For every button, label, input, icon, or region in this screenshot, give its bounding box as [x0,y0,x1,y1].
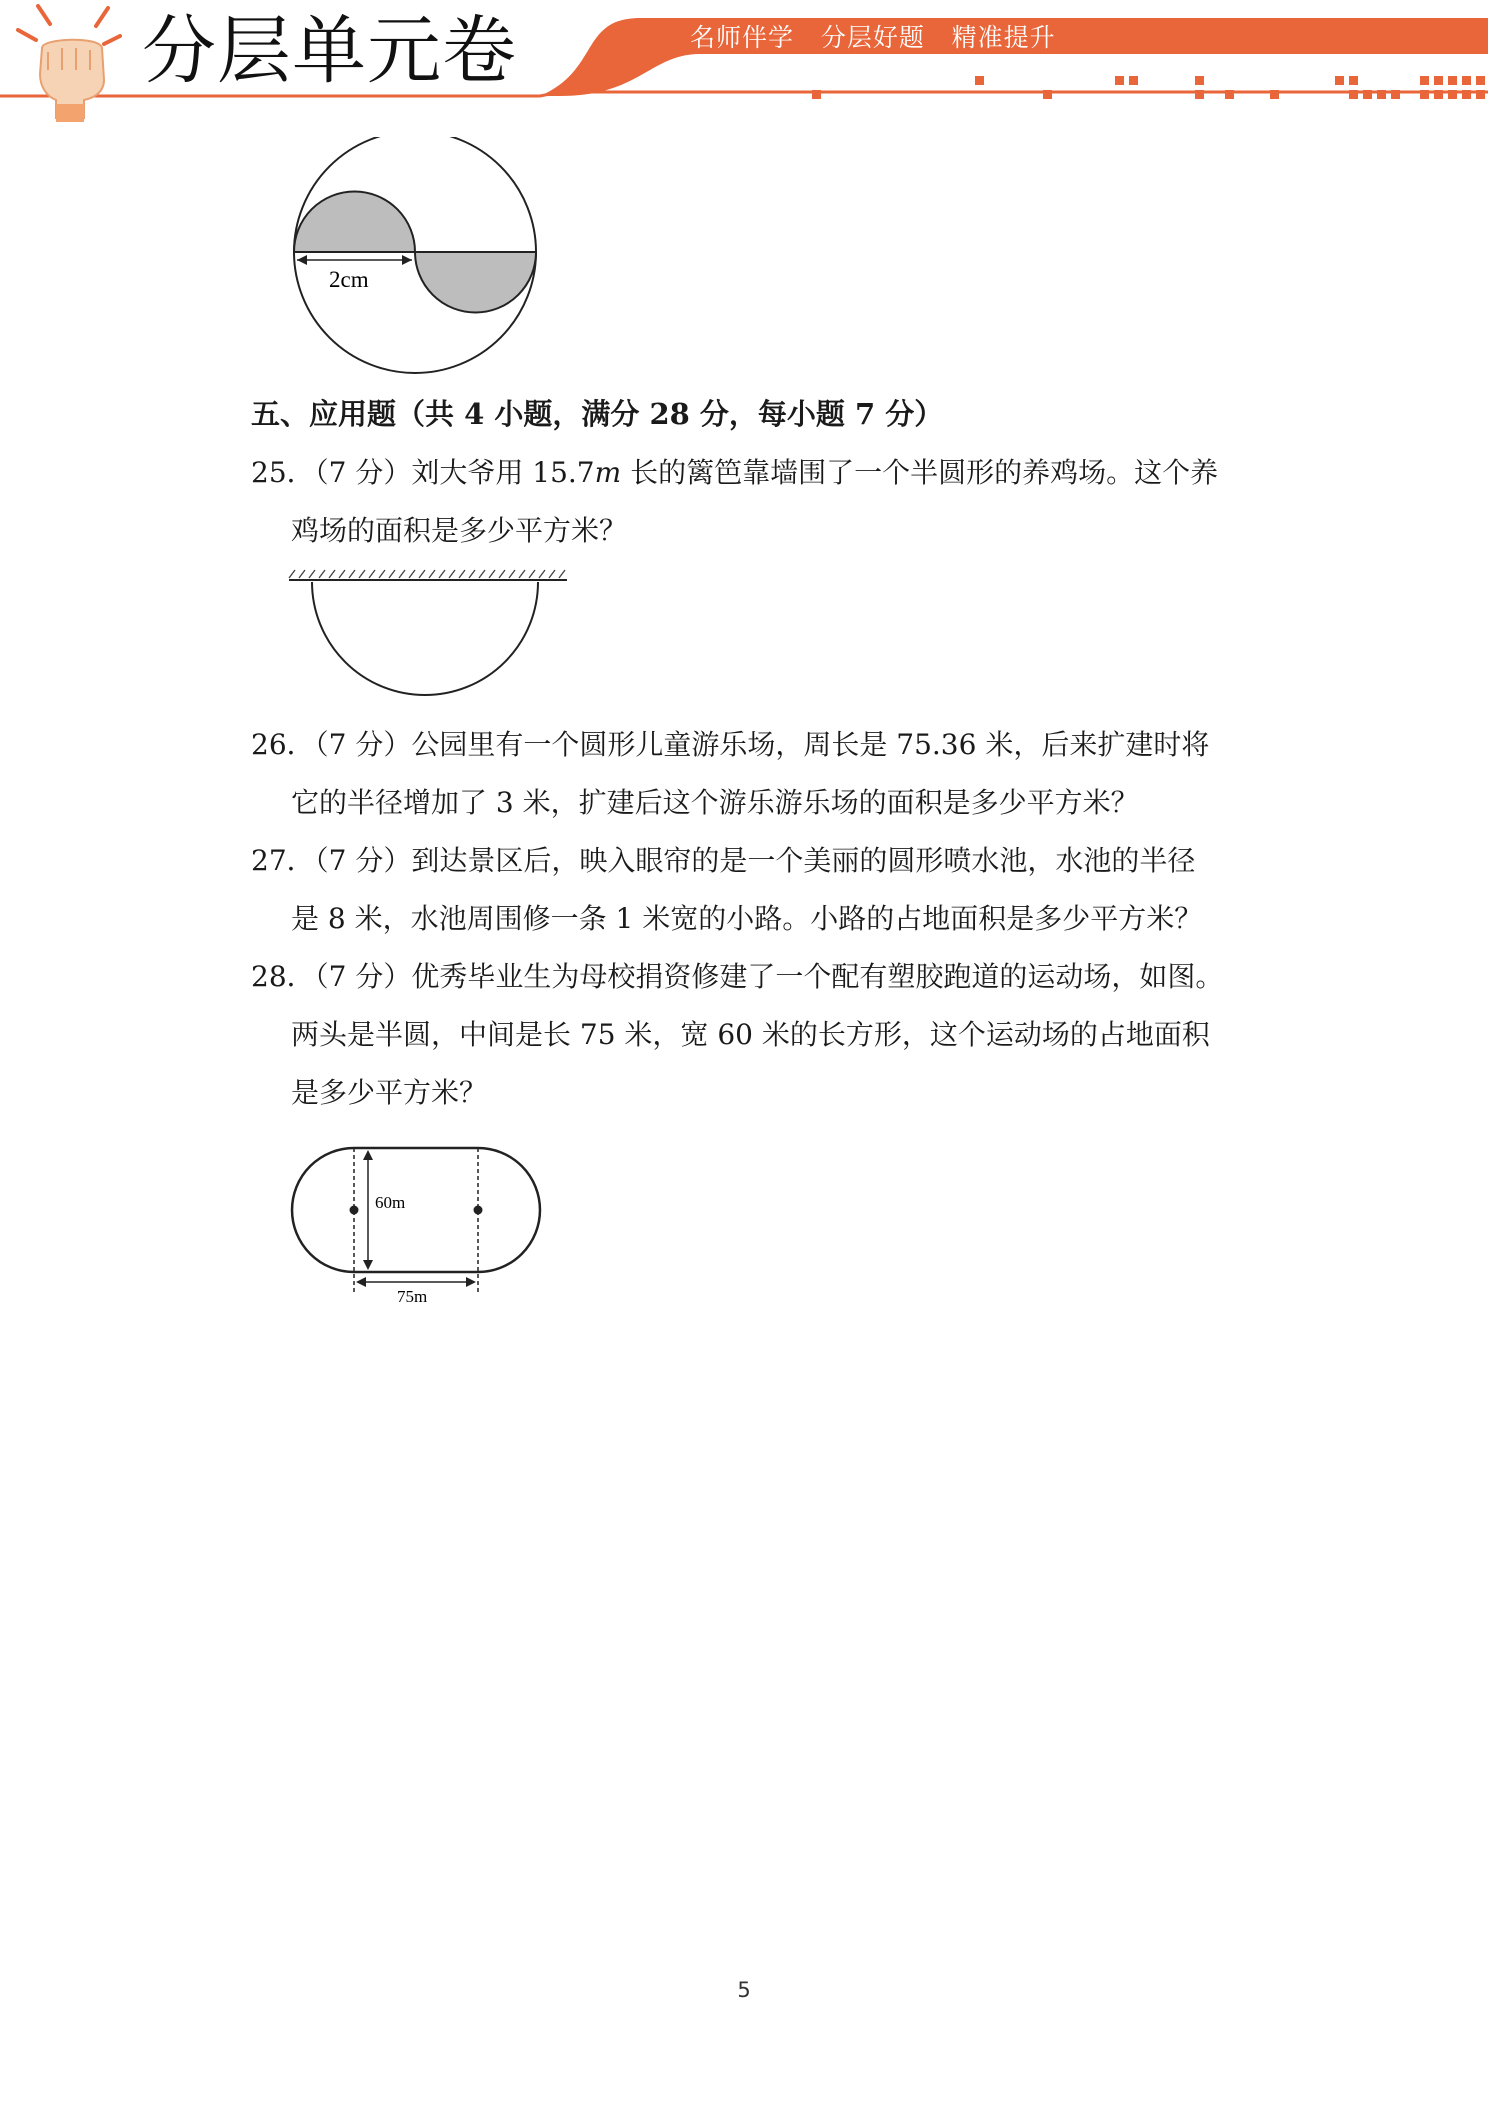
question-28-score: （7 分） [314,960,412,993]
brand-title: 分层单元卷 [142,8,517,94]
question-27-text: 到达景区后，映入眼帘的是一个美丽的圆形喷水池，水池的半径 [411,844,1196,877]
question-25-text-b: 长的篱笆靠墙围了一个半圆形的养鸡场。这个养 [621,456,1219,489]
question-28-line-3: 是多少平方米？ [291,1076,488,1109]
raised-fist-icon [8,0,128,125]
brand-slogan: 名师伴学 分层好题 精准提升 [690,23,1056,52]
question-27-score: （7 分） [314,844,412,877]
page-header [0,0,1488,130]
question-27-line-2: 是 8 米，水池周围修一条 1 米宽的小路。小路的占地面积是多少平方米？ [291,902,1203,935]
question-27 [251,832,1243,948]
question-28-line-2: 两头是半圆，中间是长 75 米，宽 60 米的长方形，这个运动场的占地面积 [291,1018,1210,1051]
question-25-unit: m [594,456,622,489]
question-28-text: 优秀毕业生为母校捐资修建了一个配有塑胶跑道的运动场，如图。 [411,960,1224,993]
question-25-score: （7 分） [314,456,412,489]
question-28-number: 28 [251,960,287,993]
question-26-line-1: 26．（7 分）公园里有一个圆形儿童游乐场，周长是 75.36 米，后来扩建时将 [251,728,1210,761]
question-25-line-2: 鸡场的面积是多少平方米？ [291,514,628,547]
figure-track-width-label: 60m [375,1193,406,1212]
figure-running-track [285,1142,545,1307]
figure-track-length-label: 75m [397,1287,428,1306]
page-number: 5 [737,1978,751,2002]
question-25-line-1: 25．（7 分）刘大爷用 15.7m 长的篱笆靠墙围了一个半圆形的养鸡场。这个养 [251,456,1219,489]
question-25 [251,444,1243,560]
question-27-line-1: 27．（7 分）到达景区后，映入眼帘的是一个美丽的圆形喷水池，水池的半径 [251,844,1196,877]
question-26-text: 公园里有一个圆形儿童游乐场，周长是 75.36 米，后来扩建时将 [411,728,1210,761]
question-26-line-2: 它的半径增加了 3 米，扩建后这个游乐游乐场的面积是多少平方米？ [291,786,1139,819]
figure-circle-label: 2cm [329,267,369,292]
figure-circle-semicircles [285,137,545,377]
section-title: 五、应用题（共 4 小题，满分 28 分，每小题 7 分） [251,397,944,431]
question-26-number: 26 [251,728,287,761]
question-25-text-a: 刘大爷用 15.7 [411,456,595,489]
question-28 [251,948,1243,1122]
figure-semicircle-wall [285,568,575,708]
question-27-number: 27 [251,844,287,877]
question-26 [251,716,1243,832]
question-26-score: （7 分） [314,728,412,761]
question-25-number: 25 [251,456,287,489]
question-28-line-1: 28．（7 分）优秀毕业生为母校捐资修建了一个配有塑胶跑道的运动场，如图。 [251,960,1224,993]
